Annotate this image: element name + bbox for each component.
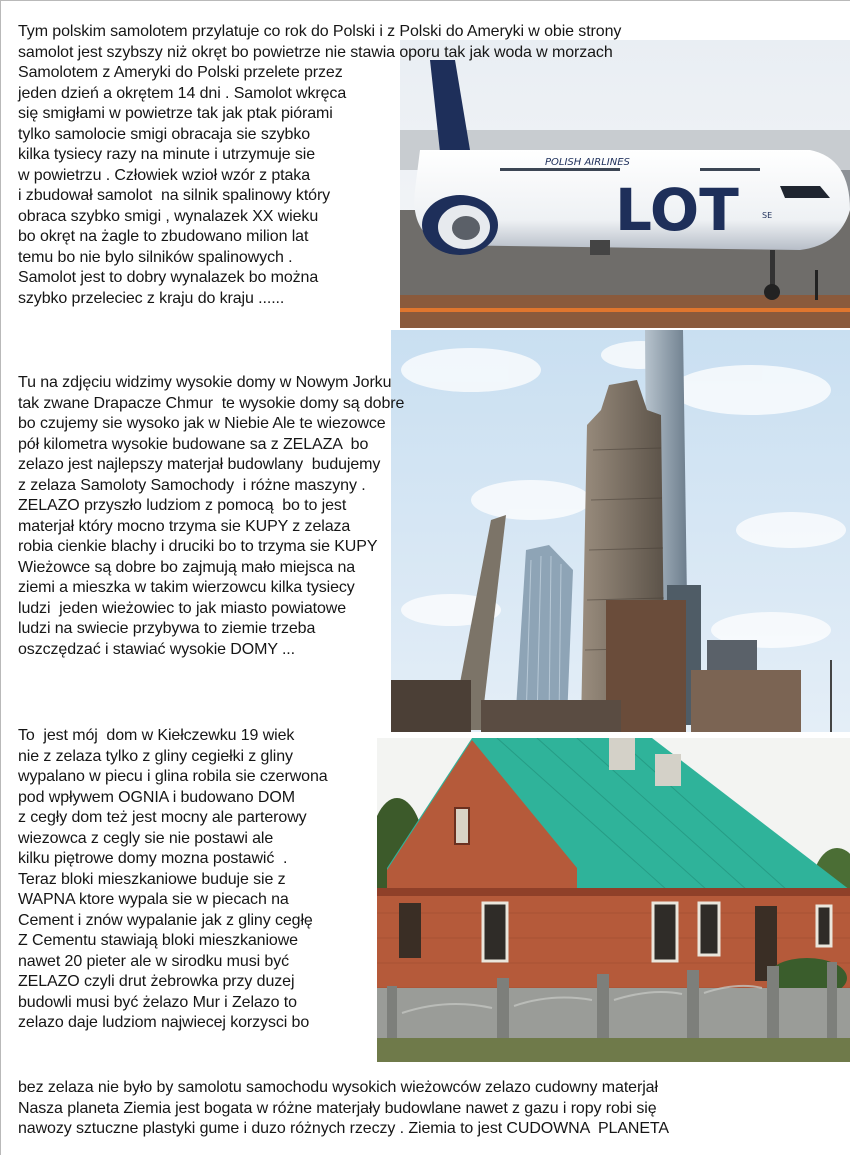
text-line: zelazo daje ludziom najwiecej korzysci bo [18, 1014, 310, 1031]
text-line: ludzi jeden wieżowiec to jak miasto powiatowe [18, 599, 347, 617]
text-line: obraca szybko smigi , wynalazek XX wieku [18, 207, 319, 225]
text-line: oszczędzać i stawiać wysokie DOMY ... [18, 640, 295, 658]
text-line: budowli musi być żelazo Mur i Zelazo to [18, 993, 297, 1011]
plane-paragraph [18, 22, 621, 309]
text-line: jeden dzień a okrętem 14 dni . Samolot wkręca [18, 84, 347, 102]
registration: SE [762, 211, 773, 220]
text-line: ZELAZO czyli drut żebrowka przy duzej [18, 973, 295, 990]
text-line: wypalano w piecu i glina robila sie czerwona [18, 768, 328, 785]
airline-name: POLISH AIRLINES [545, 157, 630, 168]
text-line: z cegły dom też jest mocny ale parterowy [18, 809, 307, 826]
text-line: Nasza planeta Ziemia jest bogata w różne materjały budowlane nawet z gazu i ropy robi się [18, 1099, 657, 1117]
text-line: nie z zelaza tylko z gliny cegiełki z gliny [18, 747, 293, 765]
text-line: ziemi a mieszka w takim wierzowcu kilka tysiecy [18, 579, 355, 596]
brick-house-image [377, 738, 850, 1062]
text-line: tak zwane Drapacze Chmur te wysokie domy są dobre [18, 394, 405, 412]
scan-edge-top [0, 0, 850, 1]
text-line: materjał który mocno trzyma sie KUPY z zelaza [18, 517, 351, 535]
text-line: temu bo nie bylo silników spalinowych . [18, 248, 293, 266]
text-line: bez zelaza nie było by samolotu samochodu wysokich wieżowców zelazo cudowny materjał [18, 1079, 658, 1096]
house-paragraph [18, 726, 328, 1034]
text-line: ludzi na swiecie przybywa to ziemie trzeba [18, 620, 316, 637]
text-line: pół kilometra wysokie budowane sa z ZELAZA bo [18, 435, 369, 453]
text-line: Tu na zdjęciu widzimy wysokie domy w Nowym Jorku [18, 374, 392, 391]
brick-house-photo [377, 738, 850, 1062]
text-line: bo okręt na żagle to zbudowano milion lat [18, 228, 309, 245]
text-line: z zelaza Samoloty Samochody i różne maszyny . [18, 476, 366, 494]
text-line: wiezowca z cegly sie nie postawi ale [18, 829, 274, 847]
text-line: nawozy sztuczne plastyki gume i duzo różnych rzeczy . Ziemia to jest CUDOWNA PLANETA [18, 1120, 669, 1137]
text-line: Teraz bloki mieszkaniowe buduje sie z [18, 870, 286, 888]
text-line: ZELAZO przyszło ludziom z pomocą bo to jest [18, 497, 347, 514]
text-line: To jest mój dom w Kiełczewku 19 wiek [18, 727, 295, 744]
text-line: Samolotem z Ameryki do Polski przelete przez [18, 64, 343, 81]
scan-edge-left [0, 0, 1, 1155]
skyscrapers-photo [391, 330, 850, 732]
text-line: Z Cementu stawiają bloki mieszkaniowe [18, 932, 298, 949]
text-line: kilku piętrowe domy mozna postawić . [18, 850, 288, 867]
text-line: tylko samolocie smigi obracaja sie szybko [18, 125, 311, 143]
text-line: Tym polskim samolotem przylatuje co rok do Polski i z Polski do Ameryki w obie strony [18, 23, 622, 40]
skyscrapers-image [391, 330, 850, 732]
lot-logo: LOT [615, 176, 739, 244]
text-line: kilka tysiecy razy na minute i utrzymuje sie [18, 146, 316, 163]
text-line: samolot jest szybszy niż okręt bo powietrze nie stawia oporu tak jak woda w morzach [18, 43, 613, 61]
text-line: pod wpływem OGNIA i budowano DOM [18, 788, 295, 806]
text-line: bo czujemy sie wysoko jak w Niebie Ale te wiezowce [18, 415, 386, 432]
closing-paragraph [18, 1078, 669, 1140]
text-line: WAPNA ktore wypala sie w piecach na [18, 891, 289, 908]
text-line: robia cienkie blachy i druciki bo to trzyma sie KUPY [18, 538, 378, 555]
text-line: Samolot jest to dobry wynalazek bo można [18, 269, 319, 286]
text-line: i zbudował samolot na silnik spalinowy który [18, 187, 331, 204]
text-line: szybko przeleciec z kraju do kraju ...... [18, 289, 285, 307]
text-line: nawet 20 pieter ale w sirodku musi być [18, 952, 289, 970]
text-line: Cement i znów wypalanie jak z gliny cegłę [18, 911, 313, 929]
text-line: w powietrzu . Człowiek wzioł wzór z ptaka [18, 166, 310, 184]
text-line: się smigłami w powietrze tak jak ptak piórami [18, 105, 333, 122]
skyscrapers-paragraph [18, 373, 404, 660]
text-line: Wieżowce są dobre bo zajmują mało miejsca na [18, 558, 356, 576]
text-line: zelazo jest najlepszy materjał budowlany budujemy [18, 456, 381, 473]
